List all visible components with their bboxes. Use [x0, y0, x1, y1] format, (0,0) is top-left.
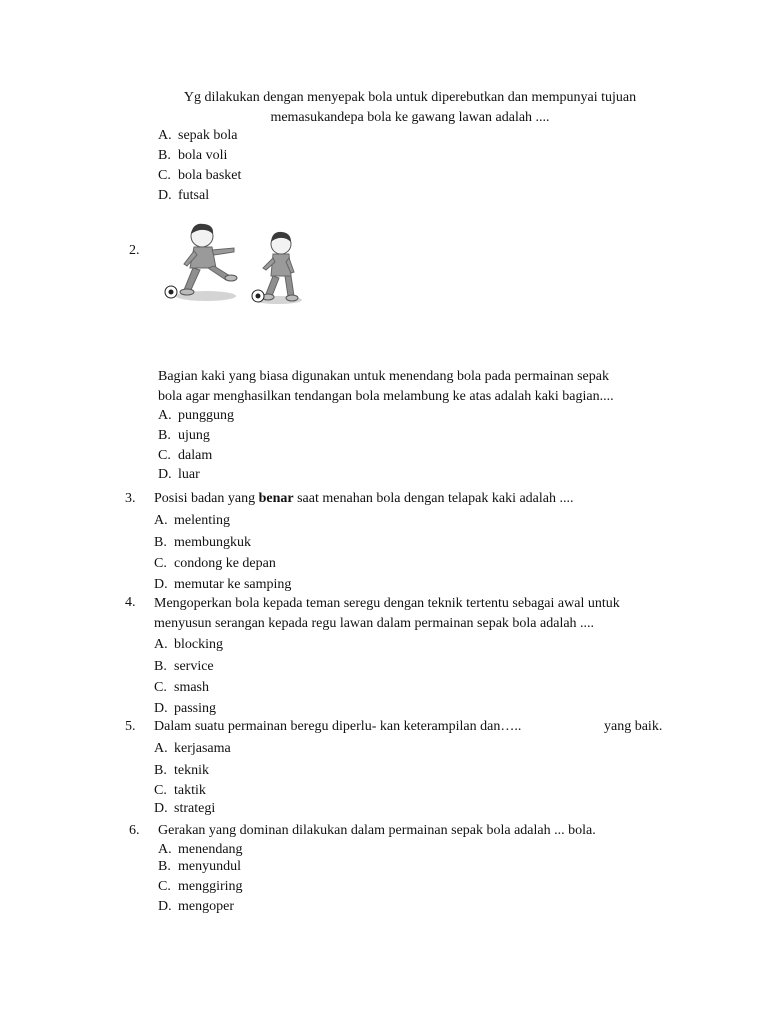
option-text: punggung	[178, 408, 234, 423]
q2-option-c	[158, 447, 212, 465]
q6-option-a	[158, 841, 243, 859]
question-5-number: 5.	[125, 719, 136, 734]
option-letter: D.	[154, 577, 168, 592]
q4-option-c	[154, 679, 209, 697]
question-2-number: 2.	[129, 243, 140, 258]
question-1-line-1: Yg dilakukan dengan menyepak bola untuk diperebutkan dan mempunyai tujuan	[183, 90, 637, 105]
question-1-line-2: memasukandepa bola ke gawang lawan adalah ....	[270, 110, 550, 125]
option-text: melenting	[174, 513, 230, 528]
option-text: blocking	[174, 637, 223, 652]
q2-option-b	[158, 427, 210, 445]
q1-option-d	[158, 187, 209, 205]
question-2-text	[158, 367, 678, 407]
question-4-number: 4.	[125, 595, 136, 610]
football-icon-right	[252, 290, 264, 302]
option-text: memutar ke samping	[174, 577, 292, 592]
option-text: futsal	[178, 188, 210, 203]
q1-option-a	[158, 127, 237, 145]
option-text: condong ke depan	[174, 556, 276, 571]
question-6-number: 6.	[129, 823, 140, 838]
q3-option-b	[154, 534, 251, 552]
option-text: menendang	[178, 842, 243, 857]
option-letter: D.	[158, 188, 172, 203]
option-letter: D.	[154, 801, 168, 816]
option-text: strategi	[174, 801, 216, 816]
question-5-text: Dalam suatu permainan beregu diperlu- kan keterampilan dan…..	[154, 719, 522, 734]
option-text: kerjasama	[174, 741, 231, 756]
q5-option-d	[154, 800, 215, 818]
option-text: teknik	[174, 763, 209, 778]
option-letter: C.	[154, 783, 167, 798]
option-text: dalam	[178, 448, 213, 463]
question-2-line-1: Bagian kaki yang biasa digunakan untuk menendang bola pada permainan sepak	[158, 369, 609, 384]
option-letter: D.	[158, 899, 172, 914]
option-letter: B.	[158, 859, 171, 874]
option-letter: A.	[158, 842, 172, 857]
q3-option-c	[154, 555, 276, 573]
q4-option-b	[154, 658, 214, 676]
question-6-text: Gerakan yang dominan dilakukan dalam permainan sepak bola adalah ... bola.	[158, 823, 596, 838]
option-letter: C.	[158, 879, 171, 894]
option-letter: B.	[158, 428, 171, 443]
question-4-line-1: Mengoperkan bola kepada teman seregu dengan teknik tertentu sebagai awal untuk	[154, 596, 620, 611]
q6-option-c	[158, 878, 243, 896]
option-text: menyundul	[178, 859, 241, 874]
option-letter: D.	[154, 701, 168, 716]
q1-option-b	[158, 147, 227, 165]
q6-option-d	[158, 898, 234, 916]
option-letter: C.	[158, 168, 171, 183]
option-text: bola basket	[178, 168, 242, 183]
option-text: luar	[178, 467, 200, 482]
option-text: service	[174, 659, 214, 674]
option-text: membungkuk	[174, 535, 251, 550]
option-text: taktik	[174, 783, 206, 798]
option-text: passing	[174, 701, 216, 716]
question-3-number: 3.	[125, 491, 136, 506]
option-text: mengoper	[178, 899, 234, 914]
option-text: menggiring	[178, 879, 243, 894]
q5-option-c	[154, 782, 206, 800]
q6-option-b	[158, 858, 241, 876]
question-1-text	[150, 88, 670, 128]
option-letter: A.	[158, 128, 172, 143]
question-3-text-start: Posisi badan yang	[154, 491, 259, 506]
q3-option-a	[154, 512, 230, 530]
question-4-line-2: menyusun serangan kepada regu lawan dalam permainan sepak bola adalah ....	[154, 616, 595, 631]
option-letter: A.	[154, 637, 168, 652]
option-letter: A.	[154, 513, 168, 528]
q2-option-a	[158, 407, 234, 425]
option-letter: B.	[158, 148, 171, 163]
option-text: sepak bola	[178, 128, 238, 143]
option-text: smash	[174, 680, 209, 695]
question-5-text-end: yang baik.	[604, 719, 663, 734]
option-letter: C.	[154, 680, 167, 695]
q3-option-d	[154, 576, 291, 594]
question-4-text	[154, 594, 674, 634]
q1-option-c	[158, 167, 241, 185]
question-3-text-end: saat menahan bola dengan telapak kaki adalah ....	[293, 491, 574, 506]
option-letter: A.	[158, 408, 172, 423]
option-letter: B.	[154, 535, 167, 550]
question-3-emphasis: benar	[258, 491, 294, 506]
boy-receiving-figure	[262, 232, 298, 301]
boy-kicking-figure	[180, 224, 237, 295]
q5-option-b	[154, 762, 209, 780]
q2-option-d	[158, 466, 200, 484]
option-text: bola voli	[178, 148, 228, 163]
q4-option-d	[154, 700, 216, 718]
option-letter: C.	[158, 448, 171, 463]
option-letter: C.	[154, 556, 167, 571]
question-2-line-2: bola agar menghasilkan tendangan bola melambung ke atas adalah kaki bagian....	[158, 389, 614, 404]
option-letter: D.	[158, 467, 172, 482]
option-text: ujung	[178, 428, 210, 443]
option-letter: A.	[154, 741, 168, 756]
football-kids-illustration	[160, 222, 310, 308]
option-letter: B.	[154, 763, 167, 778]
question-3-text	[154, 490, 574, 508]
football-icon-left	[165, 286, 177, 298]
q5-option-a	[154, 740, 231, 758]
option-letter: B.	[154, 659, 167, 674]
q4-option-a	[154, 636, 223, 654]
